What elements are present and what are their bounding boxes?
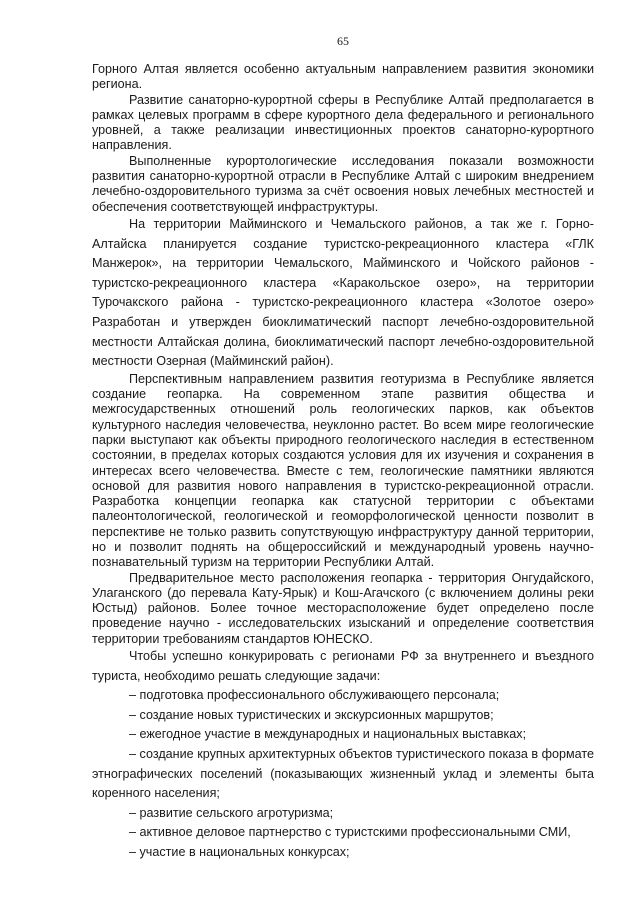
paragraph-2: Развитие санаторно-курортной сферы в Республике Алтай предполагается в рамках целевых программ в сфере курортного дела федерального и регионального уровней, а также реализации инвестиционных проектов санаторно-курортного направления. [92,92,594,153]
task-item-4: – создание крупных архитектурных объектов туристического показа в формате этнографических поселений (показывающих жизненный уклад и элементы быта коренного населения; [92,747,594,801]
task-item-1: – подготовка профессионального обслуживающего персонала; [129,688,500,703]
task-item-6: – активное деловое партнерство с туристскими профессиональными СМИ, [129,825,571,840]
paragraph-7: Чтобы успешно конкурировать с регионами РФ за внутреннего и въездного туриста, необходимо решать следующие задачи: [92,649,594,683]
task-item-3: – ежегодное участие в международных и национальных выставках; [129,727,527,742]
paragraph-4: На территории Майминского и Чемальского районов, а так же г. Горно-Алтайска планируется создание туристско-рекреационного кластера «ГЛК Манжерок», на территории Чемальского, Майминского и Чойского районов - туристско-рекреационного кластера «Каракольское озеро», на территории Турочакского района - туристско-рекреационного кластера «Золотое озеро» Разработан и утвержден биоклиматический паспорт лечебно-оздоровительной местности Алтайская долина, биоклиматический паспорт лечебно-оздоровительной местности Озерная (Майминский район). [92,216,594,369]
paragraph-6: Предварительное место расположения геопарка - территория Онгудайского, Улаганского (до перевала Кату-Ярык) и Кош-Агачского (с включением долины реки Юстыд) районов. Более точное месторасположение будет определено после проведение научно - исследовательских изысканий и определение соответствия территории требованиям стандартов ЮНЕСКО. [92,570,594,646]
paragraph-3: Выполненные курортологические исследования показали возможности развития санаторно-курортной отрасли в Республике Алтай с широким внедрением лечебно-оздоровительного туризма за счёт освоения новых лечебных местностей и обеспечения соответствующей инфраструктуры. [92,153,594,214]
paragraph-5: Перспективным направлением развития геотуризма в Республике является создание геопарка. На современном этапе развития общества и межгосударственных отношений роль геологических парков, как объектов культурного наследия человечества, неуклонно растет. Во всем мире геологические парки выступают как объекты природного геологического наследия в естественном состоянии, в пределах которых создаются условия для их изучения и сохранения в интересах всего человечества. Вместе с тем, геологические памятники являются основой для развития нового направления в туристско-рекреационной отрасли. Разработка концепции геопарка как статусной территории с объектами палеонтологической, геологической и геоморфологической ценности позволит в перспективе не только развить сопутствующую инфраструктуру данной территории, но и позволит поднять на общероссийский и международный уровень научно-познавательный туризм на территории Республики Алтай. [92,371,594,570]
paragraph-1: Горного Алтая является особенно актуальным направлением развития экономики региона. [92,62,594,92]
task-item-5: – развитие сельского агротуризма; [129,805,334,820]
page-number: 65 [337,34,349,48]
task-item-7: – участие в национальных конкурсах; [129,845,350,859]
document-body [92,62,594,863]
task-item-2: – создание новых туристических и экскурсионных маршрутов; [129,707,494,722]
